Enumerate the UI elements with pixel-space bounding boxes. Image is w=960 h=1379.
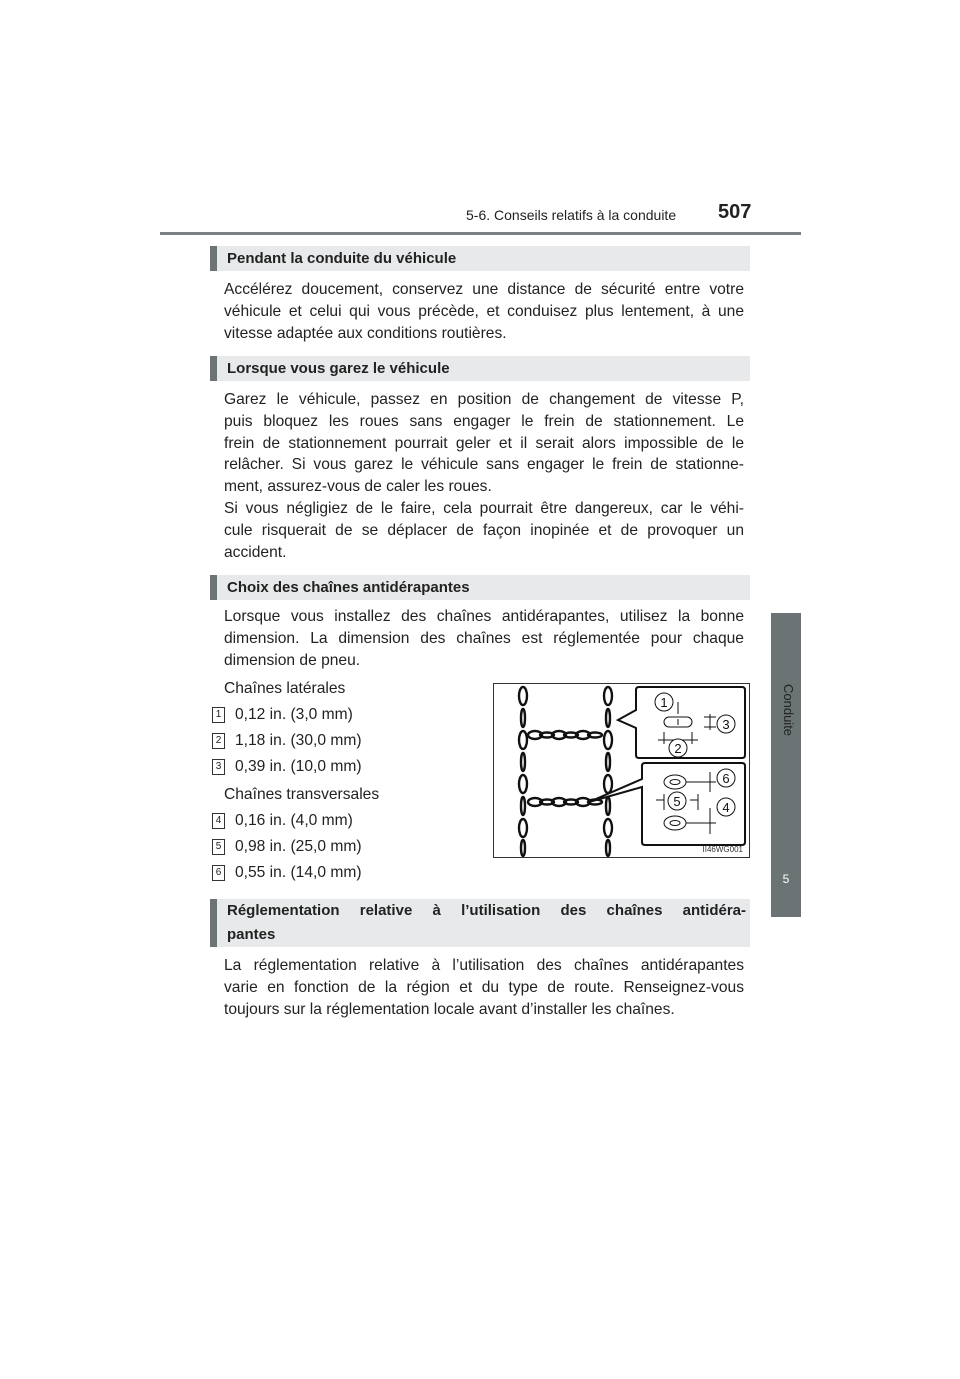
spec-row (212, 758, 362, 780)
spec-row (212, 706, 353, 728)
callout-label: 2 (674, 741, 682, 756)
page-number: 507 (718, 201, 752, 223)
text-line: vitesse adaptée aux conditions routières. (224, 324, 507, 342)
spec-row (212, 864, 362, 886)
text-line: véhicule et celui qui vous précède, et conduisez plus lentement, à une (224, 302, 744, 320)
text-line: Si vous négligiez de le faire, cela pourrait être dangereux, car le véhi- (224, 499, 744, 517)
callout-label: 3 (722, 717, 730, 732)
spec-value: 0,39 in. (10,0 mm) (235, 758, 362, 775)
cross-chains-title: Chaînes transversales (224, 786, 380, 803)
spec-value: 0,16 in. (4,0 mm) (235, 812, 353, 829)
tire-chain-figure (493, 683, 750, 858)
figure-code: II46WG001 (702, 845, 743, 854)
callout-label: 1 (660, 695, 668, 710)
text-line: La réglementation relative à l’utilisation des chaînes antidérapantes (224, 957, 744, 974)
callout-badge: 4 (212, 813, 225, 829)
side-chains-title: Chaînes latérales (224, 680, 346, 697)
heading-line: pantes (227, 926, 276, 943)
text-line: dimension. La dimension des chaînes est réglementée pour chaque (224, 629, 744, 647)
text-line: Lorsque vous installez des chaînes antidérapantes, utilisez la bonne (224, 608, 744, 625)
text-line: cule risquerait de se déplacer de façon inopinée et de provoquer un (224, 521, 744, 539)
text-line: varie en fonction de la région et du type de route. Renseignez-vous (224, 978, 744, 996)
spec-value: 0,98 in. (25,0 mm) (235, 838, 362, 855)
tire-chain-illustration (494, 684, 749, 857)
callout-badge: 1 (212, 707, 225, 723)
text-line: puis bloquez les roues sans engager le frein de stationnement. Le (224, 412, 744, 430)
heading-parking: Lorsque vous garez le véhicule (210, 356, 750, 381)
spec-row (212, 732, 362, 754)
callout-badge: 6 (212, 865, 225, 881)
heading-line: Réglementation relative à l’utilisation des chaînes antidéra- (227, 902, 746, 919)
heading-regulations (210, 899, 750, 947)
section-title: 5-6. Conseils relatifs à la conduite (466, 207, 677, 223)
text-line: dimension de pneu. (224, 651, 361, 669)
chapter-number: 5 (782, 872, 790, 886)
callout-badge: 3 (212, 759, 225, 775)
text-line: accident. (224, 543, 287, 561)
spec-value: 0,55 in. (14,0 mm) (235, 864, 362, 881)
text-line: toujours sur la réglementation locale avant d’installer les chaînes. (224, 1000, 675, 1018)
heading-driving: Pendant la conduite du véhicule (210, 246, 750, 271)
spec-value: 0,12 in. (3,0 mm) (235, 706, 353, 723)
heading-chains: Choix des chaînes antidérapantes (210, 575, 750, 600)
spec-value: 1,18 in. (30,0 mm) (235, 732, 362, 749)
text-line: ment, assurez-vous de caler les roues. (224, 478, 492, 496)
spec-row (212, 838, 362, 860)
text-line: frein de stationnement pourrait geler et il serait alors impossible de le (224, 434, 744, 452)
paragraph-regulations (224, 955, 744, 1020)
chapter-tab (771, 244, 801, 1379)
paragraph-parking (224, 389, 744, 563)
chapter-label: Conduite (781, 684, 796, 737)
callout-label: 4 (722, 800, 730, 815)
callout-label: 6 (722, 771, 730, 786)
spec-row (212, 812, 353, 834)
header-rule (160, 232, 801, 235)
paragraph-chains (224, 606, 744, 671)
paragraph-driving (224, 279, 744, 344)
text-line: Garez le véhicule, passez en position de changement de vitesse P, (224, 391, 744, 408)
text-line: Accélérez doucement, conservez une distance de sécurité entre votre (224, 281, 744, 298)
callout-label: 5 (673, 794, 681, 809)
callout-badge: 2 (212, 733, 225, 749)
text-line: relâcher. Si vous garez le véhicule sans engager le frein de stationne- (224, 456, 744, 474)
callout-badge: 5 (212, 839, 225, 855)
